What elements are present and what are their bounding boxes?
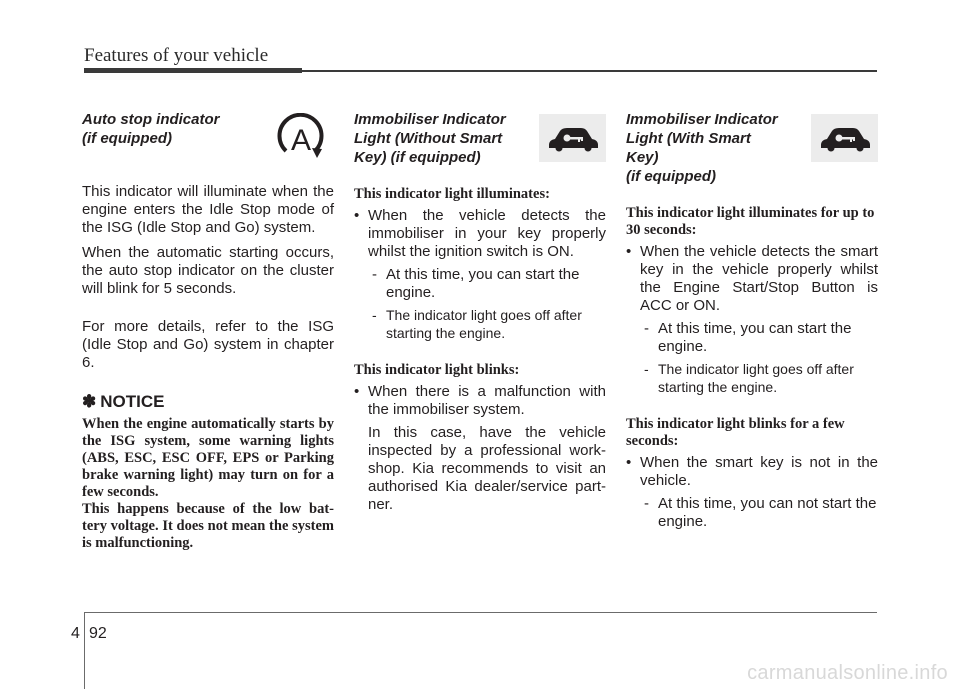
footer-divider bbox=[84, 612, 85, 689]
header-rule-thick bbox=[84, 68, 302, 73]
auto-stop-para-1: This indicator will illuminate when the engine enters the Idle Stop mode of the ISG (Idle Stop and Go) system. bbox=[82, 183, 334, 236]
immobiliser-indicator-icon bbox=[811, 114, 878, 162]
illuminates-heading: This indicator light illuminates: bbox=[354, 186, 550, 202]
page-header-title: Features of your vehicle bbox=[84, 45, 269, 66]
immobiliser-without-smart-key-section bbox=[354, 110, 606, 514]
page-section-number: 4 bbox=[71, 625, 80, 642]
blinks-heading: This indicator light blinks for a few seconds: bbox=[626, 416, 845, 449]
footer-rule bbox=[84, 612, 877, 613]
notice-body: When the engine automatically starts by the ISG system, some warning lights (ABS, ESC, ESC OFF, EPS or Parking brake warning light) may turn on for a few seconds. This happens because of the low bat-tery voltage. It does not mean the system is malfunctioning. bbox=[82, 416, 334, 551]
watermark: carmanualsonline.info bbox=[747, 662, 948, 684]
illuminates-sub-2: - The indicator light goes off after starting the engine. bbox=[644, 361, 854, 395]
illuminates-bullet: • When the vehicle detects the smart key in the vehicle properly whilst the Engine Start/Stop Button is ACC or ON. bbox=[626, 243, 878, 315]
auto-stop-title: Auto stop indicator (if equipped) bbox=[82, 111, 220, 147]
immobiliser-with-smart-key-section bbox=[626, 110, 878, 531]
immobiliser-without-smart-key-title: Immobiliser Indicator Light (Without Smart Key) (if equipped) bbox=[354, 111, 506, 166]
auto-stop-para-3: For more details, refer to the ISG (Idle Stop and Go) system in chapter 6. bbox=[82, 318, 334, 371]
notice-star-icon: ✽ bbox=[82, 392, 97, 411]
illuminates-sub-2: - The indicator light goes off after starting the engine. bbox=[372, 307, 582, 341]
notice-heading bbox=[82, 392, 334, 412]
blinks-bullet: • When there is a malfunction with the immobiliser system. bbox=[354, 383, 606, 419]
auto-stop-para-2: When the automatic starting occurs, the auto stop indicator on the cluster will blink for 5 seconds. bbox=[82, 244, 334, 297]
immobiliser-with-smart-key-title: Immobiliser Indicator Light (With Smart Key) (if equipped) bbox=[626, 111, 778, 185]
blinks-heading: This indicator light blinks: bbox=[354, 362, 520, 378]
blinks-paragraph: In this case, have the vehicle inspected by a professional work-shop. Kia recommends to visit an authorised Kia dealer/service part-ner. bbox=[368, 424, 606, 513]
immobiliser-indicator-icon bbox=[539, 114, 606, 162]
illuminates-bullet: • When the vehicle detects the immobiliser in your key properly whilst the ignition switch is ON. bbox=[354, 207, 606, 261]
notice-title: NOTICE bbox=[100, 392, 165, 411]
illuminates-heading: This indicator light illuminates for up to 30 seconds: bbox=[626, 205, 875, 238]
illuminates-sub-1: - At this time, you can start the engine. bbox=[372, 266, 580, 301]
blinks-bullet: • When the smart key is not in the vehicle. bbox=[626, 454, 878, 490]
auto-stop-section bbox=[82, 110, 334, 552]
blinks-sub-1: - At this time, you can not start the engine. bbox=[644, 495, 877, 530]
header-rule-thin bbox=[300, 70, 877, 72]
illuminates-sub-1: - At this time, you can start the engine. bbox=[644, 320, 852, 355]
page-number: 92 bbox=[89, 625, 107, 642]
svg-text:A: A bbox=[290, 124, 311, 157]
auto-stop-indicator-icon bbox=[267, 114, 334, 162]
